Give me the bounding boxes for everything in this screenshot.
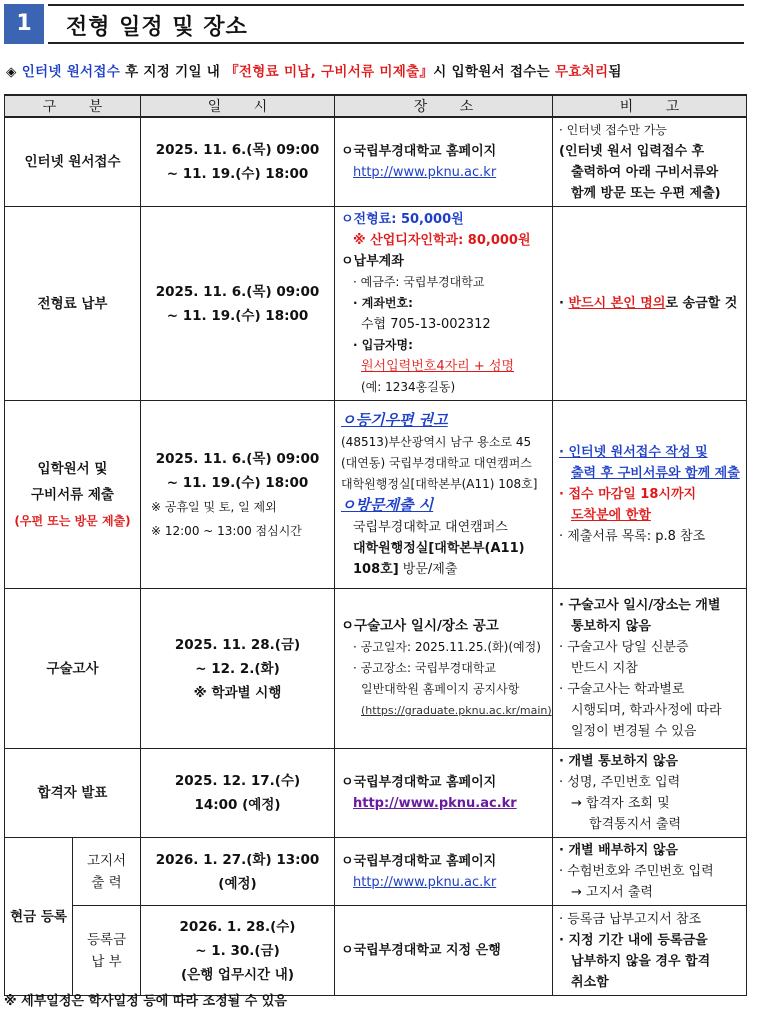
row-note	[553, 906, 747, 996]
row-place	[335, 589, 553, 749]
note-line: 납부하지 않을 경우 합격	[571, 953, 711, 969]
depositor-format: 원서입력번호4자리 + 성명	[361, 359, 515, 374]
homepage-link[interactable]: http://www.pknu.ac.kr	[353, 874, 497, 890]
row-date	[141, 838, 335, 906]
sub-category	[73, 838, 141, 906]
depositor-label: · 입금자명:	[353, 338, 413, 352]
fee-design-dept: ※ 산업디자인학과: 80,000원	[353, 233, 531, 248]
row-note	[553, 207, 747, 401]
notice-text-a: 후 지정 기일 내	[120, 64, 226, 80]
note-line: · 개별 통보하지 않음	[559, 754, 678, 769]
note-line: (인터넷 원서 입력접수 후	[559, 144, 705, 159]
address-line: 대학원행정실[대학본부(A11) 108호]	[341, 476, 538, 491]
row-date	[141, 401, 335, 589]
table-row	[5, 749, 747, 838]
table-row	[5, 906, 747, 996]
row-category: 인터넷 원서접수	[5, 117, 141, 207]
table-row	[5, 117, 747, 207]
row-note	[553, 749, 747, 838]
fee-amount: ㅇ전형료: 50,000원	[341, 212, 464, 227]
date-start: 2025. 11. 6.(목) 09:00	[155, 142, 320, 158]
note-highlight: 반드시 본인 명의	[568, 296, 666, 311]
note-line: · 구술고사 당일 신분증	[559, 640, 689, 655]
graduate-link[interactable]: (https://graduate.pknu.ac.kr/main)	[361, 704, 552, 717]
note-line: 합격통지서 출력	[589, 817, 682, 832]
row-category: 합격자 발표	[5, 749, 141, 838]
row-category: 현금 등록	[5, 838, 73, 996]
header-remarks: 비 고	[553, 95, 747, 117]
note-line: · 접수 마감일 18시까지	[559, 487, 697, 502]
account-holder: · 예금주: 국립부경대학교	[353, 275, 485, 289]
row-note	[553, 589, 747, 749]
visit-line: 대학원행정실[대학본부(A11)	[353, 540, 525, 556]
announce-place-detail: 일반대학원 홈페이지 공지사항	[361, 682, 520, 696]
row-place	[335, 117, 553, 207]
row-category: 전형료 납부	[5, 207, 141, 401]
row-place	[335, 838, 553, 906]
note-line: 반드시 지참	[571, 661, 638, 676]
row-category	[5, 401, 141, 589]
oral-announce-heading: ㅇ구술고사 일시/장소 공고	[341, 618, 499, 634]
notice-invalid: 무효처리	[554, 64, 609, 80]
note-line: · 개별 배부하지 않음	[559, 843, 678, 858]
date-end: ~ 1. 30.(금)	[195, 942, 280, 959]
row-note	[553, 401, 747, 589]
date-start: 2026. 1. 27.(화) 13:00	[155, 851, 320, 868]
note-line: · 인터넷 접수만 가능	[559, 123, 667, 137]
note-line: · 인터넷 원서접수 작성 및	[559, 445, 708, 460]
date-start: 2025. 11. 6.(목) 09:00	[155, 450, 320, 467]
footer-note: ※ 세부일정은 학사일정 등에 따라 조정될 수 있음	[4, 994, 287, 1009]
date-start: 2025. 11. 28.(금)	[174, 636, 301, 653]
note-line: 취소함	[571, 974, 609, 990]
row-date	[141, 749, 335, 838]
header-category: 구 분	[5, 95, 141, 117]
note-line: · 성명, 주민번호 입력	[559, 775, 681, 790]
account-number-label: · 계좌번호:	[353, 296, 413, 310]
date-end: ~ 11. 19.(수) 18:00	[166, 166, 309, 182]
depositor-example: (예: 1234홍길동)	[361, 380, 456, 394]
category-line: 입학원서 및	[37, 460, 108, 477]
table-row	[5, 838, 747, 906]
table-row	[5, 401, 747, 589]
date-end: ~ 11. 19.(수) 18:00	[166, 307, 309, 324]
diamond-bullet-icon: ◈	[6, 64, 17, 80]
note-text: 로 송금할 것	[665, 296, 738, 311]
row-place: ㅇ국립부경대학교 지정 은행	[335, 906, 553, 996]
row-date	[141, 906, 335, 996]
date-note: ※ 공휴일 및 토, 일 제외	[151, 499, 277, 514]
date-start: 2026. 1. 28.(수)	[179, 918, 296, 935]
date-end: ~ 11. 19.(수) 18:00	[166, 474, 309, 491]
homepage-link[interactable]: http://www.pknu.ac.kr	[353, 796, 517, 811]
category-line: 구비서류 제출	[31, 486, 114, 503]
notice-text-c: 됨	[608, 64, 622, 80]
homepage-link[interactable]: http://www.pknu.ac.kr	[353, 165, 497, 180]
note-line: 출력하여 아래 구비서류와	[571, 165, 719, 180]
title-rule-top	[48, 4, 744, 6]
notice-online-apply: 인터넷 원서접수	[21, 64, 121, 80]
address-line: (48513)부산광역시 남구 용소로 45	[341, 434, 532, 449]
note-line: 통보하지 않음	[571, 619, 651, 634]
place-text: ㅇ국립부경대학교 홈페이지	[341, 853, 497, 869]
sub-category-line: 출 력	[91, 874, 122, 891]
mail-heading: ㅇ등기우편 권고	[341, 410, 448, 429]
announce-place: · 공고장소: 국립부경대학교	[353, 661, 496, 675]
note-line: → 합격자 조회 및	[571, 796, 670, 811]
notice-text-b: 시 입학원서 접수는	[433, 64, 555, 80]
table-header-row	[5, 95, 747, 117]
note-line: 시행되며, 학과사정에 따라	[571, 703, 722, 718]
date-note: ※ 학과별 시행	[193, 684, 282, 701]
sub-category	[73, 906, 141, 996]
row-date	[141, 207, 335, 401]
visit-room: 108호]	[353, 561, 399, 577]
table-row	[5, 589, 747, 749]
account-heading: ㅇ납부계좌	[341, 254, 404, 269]
schedule-table	[4, 94, 747, 996]
row-place	[335, 749, 553, 838]
note-line: · 등록금 납부고지서 참조	[559, 911, 702, 927]
row-category: 구술고사	[5, 589, 141, 749]
section-number: 1	[4, 4, 44, 44]
table-row	[5, 207, 747, 401]
row-place	[335, 207, 553, 401]
row-note	[553, 838, 747, 906]
note-line: → 고지서 출력	[571, 885, 653, 900]
date-note: ※ 12:00 ~ 13:00 점심시간	[151, 523, 302, 538]
visit-heading: ㅇ방문제출 시	[341, 495, 434, 514]
account-number: 수협 705-13-002312	[361, 317, 491, 332]
category-note: (우편 또는 방문 제출)	[14, 513, 131, 528]
row-note	[553, 117, 747, 207]
visit-action: 방문/제출	[398, 561, 458, 577]
place-text: ㅇ국립부경대학교 홈페이지	[341, 775, 497, 790]
note-line: 출력 후 구비서류와 함께 제출	[571, 466, 740, 481]
address-line: (대연동) 국립부경대학교 대연캠퍼스	[341, 455, 532, 470]
date-start: 2025. 11. 6.(목) 09:00	[155, 283, 320, 300]
note-line: · 지정 기간 내에 등록금을	[559, 932, 708, 948]
note-bullet: ·	[559, 296, 569, 311]
section-title-bar	[4, 4, 744, 44]
date-start: 2025. 12. 17.(수)	[174, 773, 301, 789]
visit-line: 국립부경대학교 대연캠퍼스	[353, 519, 508, 535]
note-line: 도착분에 한함	[571, 508, 651, 523]
announce-date: · 공고일자: 2025.11.25.(화)(예정)	[353, 640, 541, 654]
sub-category-line: 고지서	[86, 852, 127, 869]
notice-fee-docs: 『전형료 미납, 구비서류 미제출』	[225, 64, 434, 80]
sub-category-line: 등록금	[86, 931, 127, 948]
row-place	[335, 401, 553, 589]
date-note: (은행 업무시간 내)	[180, 966, 295, 983]
date-end: ~ 12. 2.(화)	[195, 660, 280, 677]
header-place: 장 소	[335, 95, 553, 117]
row-date	[141, 117, 335, 207]
note-line: · 구술고사 일시/장소는 개별	[559, 598, 721, 613]
note-line: · 제출서류 목록: p.8 참조	[559, 529, 706, 544]
notice-line	[6, 60, 756, 80]
row-date	[141, 589, 335, 749]
note-line: 일정이 변경될 수 있음	[571, 724, 697, 739]
header-datetime: 일 시	[141, 95, 335, 117]
section-title: 전형 일정 및 장소	[66, 15, 248, 40]
note-line: · 구술고사는 학과별로	[559, 682, 685, 697]
sub-category-line: 납 부	[91, 953, 122, 970]
place-text: ㅇ국립부경대학교 홈페이지	[341, 144, 497, 159]
title-rule-bottom	[48, 42, 744, 44]
note-line: 함께 방문 또는 우편 제출)	[571, 186, 721, 201]
note-line: · 수험번호와 주민번호 입력	[559, 864, 714, 879]
date-time: 14:00 (예정)	[194, 797, 281, 813]
date-note: (예정)	[218, 875, 257, 892]
